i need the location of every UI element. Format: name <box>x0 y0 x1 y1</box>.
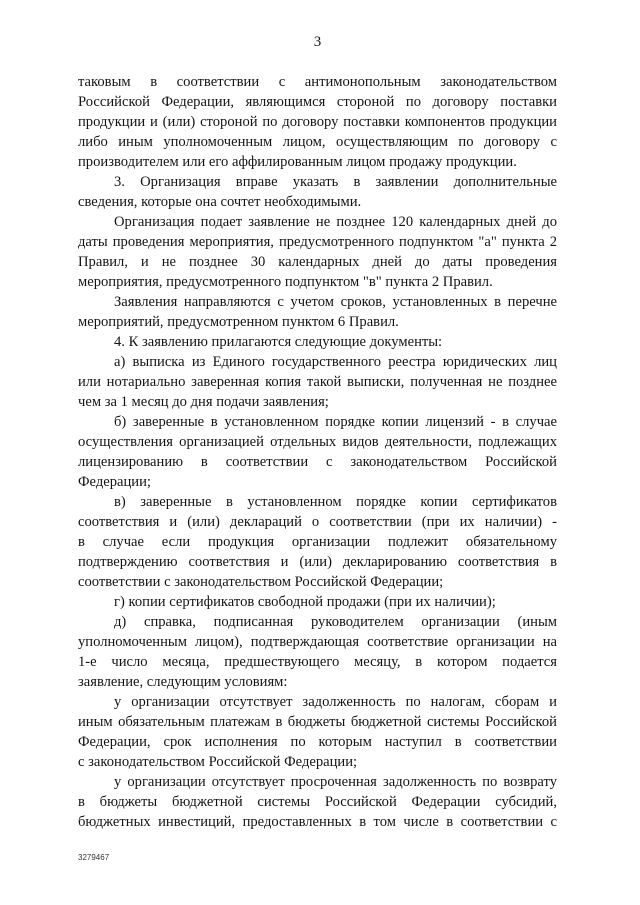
text-line: соответствия и (или) деклараций о соответствии (при их наличии) - <box>78 514 557 530</box>
text-line: в) заверенные в установленном порядке копии сертификатов <box>114 494 557 510</box>
condition-tax-debt <box>78 692 557 772</box>
text-line: бюджетных инвестиций, предоставленных в том числе в соответствии с <box>78 814 557 830</box>
subitem-b <box>78 412 557 492</box>
text-line: чем за 1 месяц до дня подачи заявления; <box>78 394 329 410</box>
text-line: мероприятия, предусмотренного подпунктом "в" пункта 2 Правил. <box>78 274 493 290</box>
text-line: с законодательством Российской Федерации; <box>78 754 358 770</box>
subitem-v <box>78 492 557 592</box>
text-line: подтверждению соответствия и (или) декларированию соответствия в <box>78 554 557 570</box>
text-line: сведения, которые она сочтет необходимыми. <box>78 194 362 210</box>
text-line: г) копии сертификатов свободной продажи (при их наличии); <box>114 594 496 610</box>
text-line: уполномоченным лицом), подтверждающая соответствие организации на <box>78 634 557 650</box>
subitem-d <box>78 612 557 692</box>
text-line: у организации отсутствует просроченная задолженность по возврату <box>114 774 557 790</box>
clause-3 <box>78 172 557 212</box>
text-line: Российской Федерации, являющимся стороной по договору поставки <box>78 94 557 110</box>
text-line: Организация подает заявление не позднее 120 календарных дней до <box>114 214 557 230</box>
condition-overdue-debt <box>78 772 557 832</box>
paragraph-deadline <box>78 212 557 292</box>
page-number: 3 <box>313 34 322 50</box>
text-line: лицензированию в соответствии с законодательством Российской <box>78 454 557 470</box>
text-line: 3. Организация вправе указать в заявлении дополнительные <box>114 174 557 190</box>
text-line: или нотариально заверенная копия такой выписки, полученная не позднее <box>78 374 557 390</box>
subitem-g <box>78 592 557 612</box>
text-line: иным обязательным платежам в бюджеты бюджетной системы Российской <box>78 714 557 730</box>
text-line: даты проведения мероприятия, предусмотренного подпунктом "а" пункта 2 <box>78 234 557 250</box>
text-line: у организации отсутствует задолженность по налогам, сборам и <box>114 694 557 710</box>
text-line: Федерации; <box>78 474 151 490</box>
text-line: 1-е число месяца, предшествующего месяцу, в котором подается <box>78 654 557 670</box>
text-line: 4. К заявлению прилагаются следующие документы: <box>114 334 443 350</box>
text-line: д) справка, подписанная руководителем организации (иным <box>114 614 557 630</box>
text-line: а) выписка из Единого государственного реестра юридических лиц <box>114 354 557 370</box>
text-line: б) заверенные в установленном порядке копии лицензий - в случае <box>114 414 557 430</box>
text-line: заявление, следующим условиям: <box>78 674 288 690</box>
text-line: в бюджеты бюджетной системы Российской Федерации субсидий, <box>78 794 557 810</box>
text-line: в случае если продукция организации подлежит обязательному <box>78 534 557 550</box>
text-line: мероприятий, предусмотренном пунктом 6 Правил. <box>78 314 399 330</box>
text-line: либо иным уполномоченным лицом, осуществляющим по договору с <box>78 134 557 150</box>
text-line: Заявления направляются с учетом сроков, установленных в перечне <box>114 294 557 310</box>
text-line: осуществления организацией отдельных видов деятельности, подлежащих <box>78 434 557 450</box>
text-line: Правил, и не позднее 30 календарных дней до даты проведения <box>78 254 557 270</box>
paragraph-continued <box>78 72 557 172</box>
document-code: 3279467 <box>78 853 110 862</box>
clause-4-intro <box>78 332 557 352</box>
text-line: продукции и (или) стороной по договору поставки компонентов продукции <box>78 114 557 130</box>
document-body <box>78 72 557 832</box>
text-line: соответствии с законодательством Российской Федерации; <box>78 574 444 590</box>
text-line: Федерации, срок исполнения по которым наступил в соответствии <box>78 734 557 750</box>
text-line: таковым в соответствии с антимонопольным законодательством <box>78 74 557 90</box>
paragraph-schedule <box>78 292 557 332</box>
text-line: производителем или его аффилированным лицом продажу продукции. <box>78 154 517 170</box>
subitem-a <box>78 352 557 412</box>
